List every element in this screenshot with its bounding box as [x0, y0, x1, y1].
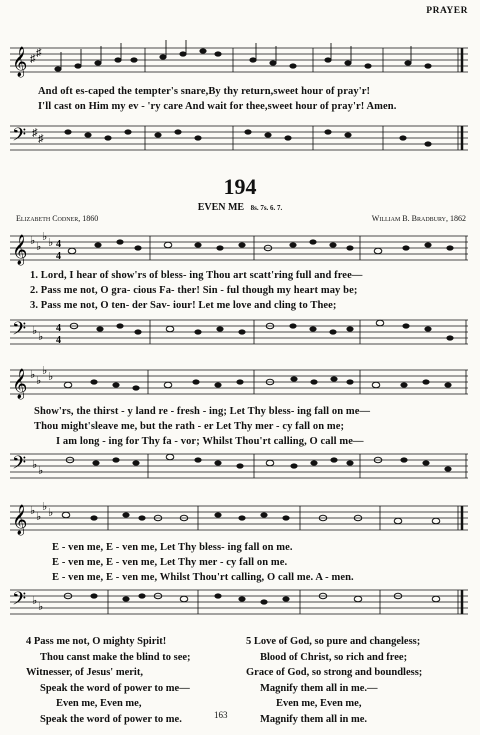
verse-4-line-5: Even me, Even me,: [56, 698, 142, 709]
sys3-lyric-3: E - ven me, E - ven me, Whilst Thou'rt calling, O call me. A - men.: [52, 572, 354, 583]
svg-text:♭: ♭: [30, 235, 36, 247]
sys3-lyric-2: E - ven me, E - ven me, Let Thy mer - cy fall on me.: [52, 557, 288, 568]
svg-text:♭: ♭: [48, 371, 54, 383]
section-header: PRAYER: [426, 6, 468, 16]
prev-hymn-line-1: And oft es-caped the tempter's snare,By thy return,sweet hour of pray'r!: [38, 86, 371, 97]
svg-text:♭: ♭: [42, 501, 48, 513]
svg-text:♭: ♭: [32, 325, 38, 337]
svg-text:𝄞: 𝄞: [12, 505, 28, 535]
svg-text:𝄢: 𝄢: [12, 125, 27, 150]
verses-right-column: [246, 634, 422, 727]
verse-5-line-5: Even me, Even me,: [276, 698, 362, 709]
svg-text:♭: ♭: [42, 365, 48, 377]
verse-5-line-4: Magnify them all in me.—: [260, 682, 378, 694]
verse-4-line-1: 4 Pass me not, O mighty Spirit!: [26, 636, 167, 647]
svg-text:𝄢: 𝄢: [12, 453, 27, 478]
svg-text:♭: ♭: [36, 375, 42, 387]
sys3-lyric-1: E - ven me, E - ven me, Let Thy bless- ing fall on me.: [52, 542, 293, 553]
verse-4-line-2: Thou canst make the blind to see;: [40, 651, 191, 663]
svg-text:♭: ♭: [32, 459, 38, 471]
verse-5-line-3: Grace of God, so strong and boundless;: [246, 667, 423, 678]
staff-sys3-bass: [8, 582, 470, 624]
music-credit: William B. Bradbury, 1862: [371, 214, 466, 223]
hymn-title-row: [0, 202, 480, 213]
verse-5-line-1: 5 Love of God, so pure and changeless;: [246, 636, 421, 647]
staff-sys1-treble: [8, 228, 470, 268]
sys1-lyric-1: 1. Lord, I hear of show'rs of bless- ing Thou art scatt'ring full and free—: [30, 270, 363, 281]
hymn-number: 194: [223, 174, 257, 199]
svg-text:♭: ♭: [48, 237, 54, 249]
svg-text:𝄢: 𝄢: [12, 589, 27, 614]
svg-text:𝄢: 𝄢: [12, 319, 27, 344]
staff-sys2-treble: [8, 362, 470, 402]
svg-text:♭: ♭: [38, 331, 44, 343]
svg-text:4: 4: [56, 335, 61, 346]
svg-text:𝄞: 𝄞: [12, 369, 28, 399]
sys2-lyric-1: Show'rs, the thirst - y land re - fresh - ing; Let Thy bless- ing fall on me—: [34, 406, 371, 417]
svg-text:♭: ♭: [38, 465, 44, 477]
page-number: 163: [214, 710, 228, 720]
svg-text:♭: ♭: [30, 505, 36, 517]
svg-text:4: 4: [56, 323, 61, 334]
svg-text:♭: ♭: [36, 511, 42, 523]
sys2-lyric-2: Thou might'sleave me, but the rath - er Let Thy mer - cy fall on me;: [34, 421, 345, 432]
verse-4-line-3: Witnesser, of Jesus' merit,: [26, 667, 143, 678]
svg-text:4: 4: [56, 239, 61, 250]
svg-text:♯: ♯: [38, 133, 44, 145]
svg-text:♭: ♭: [32, 595, 38, 607]
staff-sys1-bass: [8, 312, 470, 352]
verses-left-column: [26, 634, 191, 727]
sys1-lyric-3: 3. Pass me not, O ten- der Sav- iour! Let me love and cling to Thee;: [30, 300, 337, 311]
words-credit: Elizabeth Codner, 1860: [16, 214, 99, 223]
hymn-meter: 8s. 7s. 6. 7.: [250, 204, 283, 212]
staff-prev-bass: [8, 118, 470, 162]
svg-text:♭: ♭: [38, 601, 44, 613]
svg-text:♯: ♯: [32, 127, 38, 139]
svg-text:♭: ♭: [42, 231, 48, 243]
svg-text:♯: ♯: [36, 47, 42, 59]
hymn-title: EVEN ME: [197, 202, 245, 213]
svg-text:𝄞: 𝄞: [12, 235, 28, 265]
sys2-lyric-3: I am long - ing for Thy fa - vor; Whilst Thou'rt calling, O call me—: [56, 436, 364, 447]
svg-text:4: 4: [56, 251, 61, 262]
staff-prev-treble: [8, 40, 470, 80]
verse-4-line-6: Speak the word of power to me.: [40, 713, 182, 725]
sys1-lyric-2: 2. Pass me not, O gra- cious Fa- ther! Sin - ful though my heart may be;: [30, 285, 358, 296]
svg-text:♭: ♭: [36, 241, 42, 253]
verse-5-line-6: Magnify them all in me.: [260, 713, 368, 725]
staff-sys2-bass: [8, 446, 470, 486]
svg-text:𝄞: 𝄞: [12, 47, 28, 77]
svg-text:♭: ♭: [48, 507, 54, 519]
staff-sys3-treble: [8, 498, 470, 538]
verse-4-line-4: Speak the word of power to me—: [40, 682, 190, 694]
svg-text:♭: ♭: [30, 369, 36, 381]
verse-5-line-2: Blood of Christ, so rich and free;: [260, 651, 408, 663]
svg-text:♯: ♯: [30, 53, 36, 65]
prev-hymn-line-2: I'll cast on Him my ev - 'ry care And wait for thee,sweet hour of pray'r! Amen.: [38, 101, 397, 112]
